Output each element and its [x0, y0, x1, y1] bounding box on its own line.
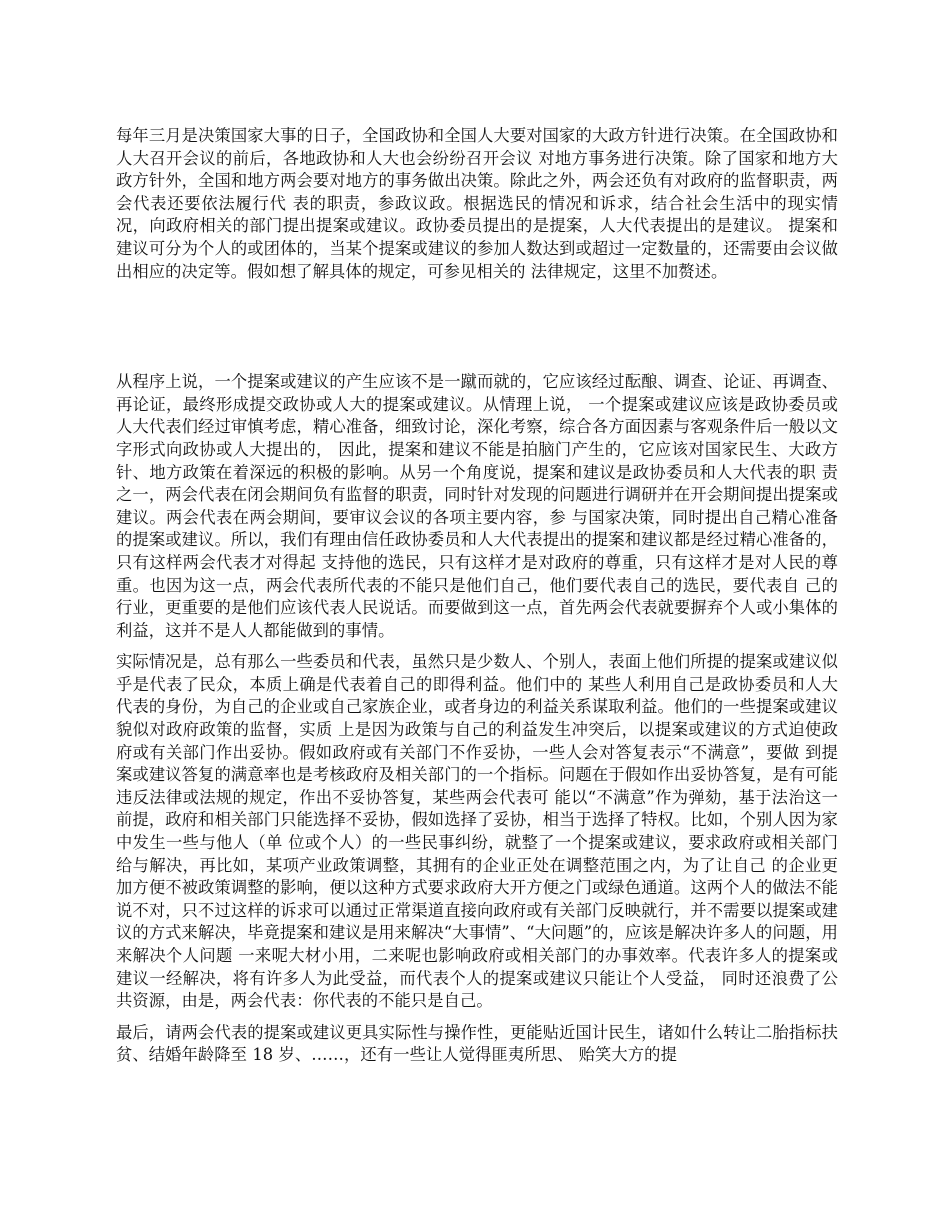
- paragraph-1: 每年三月是决策国家大事的日子，全国政协和全国人大要对国家的大政方针进行决策。在全国政协和人大召开会议的前后，各地政协和人大也会纷纷召开会议 对地方事务进行决策。除了国家和地方大政方针外，全国和地方两会要对地方的事务做出决策。除此之外，两会还负有对政府的监督职责，两会代表还要依法履行代 表的职责，参政议政。根据选民的情况和诉求，结合社会生活中的现实情况，向政府相关的部门提出提案或建议。政协委员提出的是提案，人大代表提出的是建议。 提案和建议可分为个人的或团体的，当某个提案或建议的参加人数达到或超过一定数量的，还需要由会议做出相应的决定等。假如想了解具体的规定，可参见相关的 法律规定，这里不加赘述。: [116, 126, 838, 281]
- document-page: [116, 125, 838, 1067]
- paragraph-3: 实际情况是，总有那么一些委员和代表，虽然只是少数人、个别人，表面上他们所提的提案或建议似乎是代表了民众，本质上确是代表着自己的即得利益。他们中的 某些人利用自己是政协委员和人大代表的身份，为自己的企业或自己家族企业，或者身边的利益关系谋取利益。他们的一些提案或建议貌似对政府政策的监督，实质 上是因为政策与自己的利益发生冲突后，以提案或建议的方式迫使政府或有关部门作出妥协。假如政府或有关部门不作妥协，一些人会对答复表示“不满意”，要做 到提案或建议答复的满意率也是考核政府及相关部门的一个指标。问题在于假如作出妥协答复，是有可能违反法律或法规的规定，作出不妥协答复，某些两会代表可 能以“不满意”作为弹劾，基于法治这一前提，政府和相关部门只能选择不妥协，假如选择了妥协，相当于选择了特权。比如，个别人因为家中发生一些与他人（单 位或个人）的一些民事纠纷，就整了一个提案或建议，要求政府或相关部门给与解决，再比如，某项产业政策调整，其拥有的企业正处在调整范围之内，为了让自己 的企业更加方便不被政策调整的影响，便以这种方式要求政府大开方便之门或绿色通道。这两个人的做法不能说不对，只不过这样的诉求可以通过正常渠道直接向政府或有关部门反映就行，并不需要以提案或建议的方式来解决，毕竟提案和建议是用来解决“大事情”、“大问题”的，应该是解决许多人的问题，用来解决个人问题 一来呢大材小用，二来呢也影响政府或相关部门的办事效率。代表许多人的提案或建议一经解决，将有许多人为此受益，而代表个人的提案或建议只能让个人受益， 同时还浪费了公共资源，由是，两会代表：你代表的不能只是自己。: [116, 652, 838, 1011]
- paragraph-2: 从程序上说，一个提案或建议的产生应该不是一蹴而就的，它应该经过酝酿、调查、论证、再调查、再论证，最终形成提交政协或人大的提案或建议。从情理上说， 一个提案或建议应该是政协委员或人大代表们经过审慎考虑，精心准备，细致讨论，深化考察，综合各方面因素与客观条件后一般以文字形式向政协或人大提出的， 因此，提案和建议不能是拍脑门产生的，它应该对国家民生、大政方针、地方政策在着深远的积极的影响。从另一个角度说，提案和建议是政协委员和人大代表的职 责之一，两会代表在闭会期间负有监督的职责，同时针对发现的问题进行调研并在开会期间提出提案或建议。两会代表在两会期间，要审议会议的各项主要内容，参 与国家决策，同时提出自己精心准备的提案或建议。所以，我们有理由信任政协委员和人大代表提出的提案和建议都是经过精心准备的，只有这样两会代表才对得起 支持他的选民，只有这样才是对政府的尊重，只有这样才是对人民的尊重。也因为这一点，两会代表所代表的不能只是他们自己，他们要代表自己的选民，要代表自 己的行业，更重要的是他们应该代表人民说话。而要做到这一点，首先两会代表就要摒弃个人或小集体的利益，这并不是人人都能做到的事情。: [116, 372, 838, 640]
- paragraph-4: 最后，请两会代表的提案或建议更具实际性与操作性，更能贴近国计民生，诸如什么转让二胎指标扶贫、结婚年龄降至 18 岁、……，还有一些让人觉得匪夷所思、 贻笑大方的提: [116, 1022, 838, 1065]
